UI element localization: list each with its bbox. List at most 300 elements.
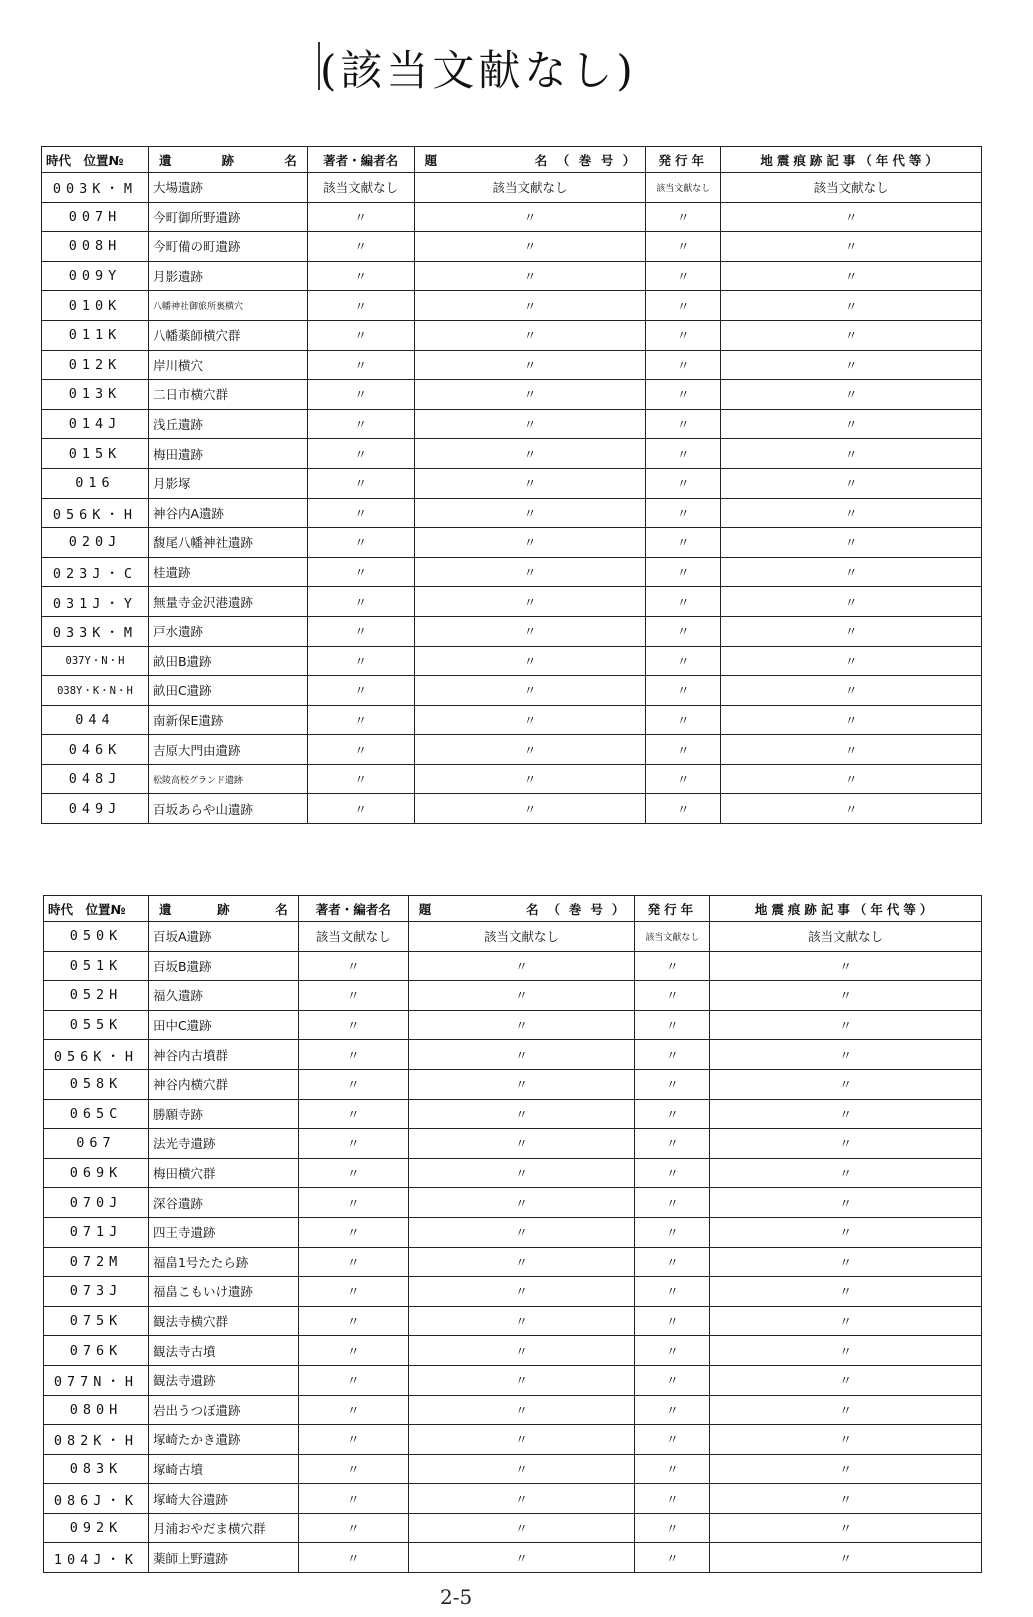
table-row <box>44 981 982 1011</box>
note-ditto-cell: 〃 <box>710 1217 982 1247</box>
year-ditto-cell: 〃 <box>635 1010 710 1040</box>
note-ditto-cell: 〃 <box>710 1484 982 1514</box>
title-ditto-cell: 〃 <box>408 1513 635 1543</box>
author-ditto-cell: 〃 <box>298 1217 408 1247</box>
author-ditto-cell: 〃 <box>307 291 414 321</box>
site-name-cell: 八幡神社御旅所裏横穴 <box>148 291 307 321</box>
site-code-cell: 016 <box>42 468 149 498</box>
site-name-cell: 南新保E遺跡 <box>148 705 307 735</box>
site-code-cell: 055K <box>44 1010 149 1040</box>
author-ditto-cell: 〃 <box>298 1129 408 1159</box>
site-name-cell: 観法寺横穴群 <box>148 1306 298 1336</box>
note-ditto-cell: 〃 <box>721 291 982 321</box>
author-ditto-cell: 〃 <box>307 350 414 380</box>
table-row <box>44 1543 982 1573</box>
table-row <box>42 291 982 321</box>
site-name-cell: 岸川横穴 <box>148 350 307 380</box>
site-name-cell: 薬師上野遺跡 <box>148 1543 298 1573</box>
site-code-cell: 104J・K <box>44 1543 149 1573</box>
site-code-cell: 050K <box>44 922 149 952</box>
page-number: 2-5 <box>440 1585 473 1609</box>
site-name-cell: 福畠こもいけ遺跡 <box>148 1277 298 1307</box>
site-name-cell: 無量寺金沢港遺跡 <box>148 587 307 617</box>
author-ditto-cell: 〃 <box>307 261 414 291</box>
site-name-cell: 今町御所野遺跡 <box>148 202 307 232</box>
author-ditto-cell: 〃 <box>298 1188 408 1218</box>
author-ditto-cell: 〃 <box>307 557 414 587</box>
site-name-cell: 観法寺遺跡 <box>148 1365 298 1395</box>
year-ditto-cell: 〃 <box>646 320 721 350</box>
author-cell: 該当文献なし <box>307 173 414 203</box>
author-cell: 該当文献なし <box>298 922 408 952</box>
site-code-cell: 067 <box>44 1129 149 1159</box>
site-name-cell: 大場遺跡 <box>148 173 307 203</box>
author-ditto-cell: 〃 <box>298 1158 408 1188</box>
table-row <box>44 1099 982 1129</box>
site-name-cell: 畝田C遺跡 <box>148 676 307 706</box>
header-author: 著者・編者名 <box>307 147 414 173</box>
author-ditto-cell: 〃 <box>298 1010 408 1040</box>
table-row <box>42 202 982 232</box>
note-cell: 該当文献なし <box>710 922 982 952</box>
table-row <box>44 1040 982 1070</box>
table-row <box>42 764 982 794</box>
table-row <box>42 676 982 706</box>
note-ditto-cell: 〃 <box>710 1543 982 1573</box>
author-ditto-cell: 〃 <box>307 320 414 350</box>
note-ditto-cell: 〃 <box>721 498 982 528</box>
site-code-cell: 007H <box>42 202 149 232</box>
author-ditto-cell: 〃 <box>298 1484 408 1514</box>
site-code-cell: 058K <box>44 1069 149 1099</box>
year-ditto-cell: 〃 <box>646 764 721 794</box>
year-ditto-cell: 〃 <box>646 468 721 498</box>
site-code-cell: 049J <box>42 794 149 824</box>
author-ditto-cell: 〃 <box>307 468 414 498</box>
title-cell: 該当文献なし <box>408 922 635 952</box>
table-row <box>44 1454 982 1484</box>
author-ditto-cell: 〃 <box>298 1069 408 1099</box>
site-name-cell: 四王寺遺跡 <box>148 1217 298 1247</box>
site-code-cell: 070J <box>44 1188 149 1218</box>
site-name-cell: 浅丘遺跡 <box>148 409 307 439</box>
title-ditto-cell: 〃 <box>414 232 646 262</box>
year-ditto-cell: 〃 <box>646 735 721 765</box>
title-ditto-cell: 〃 <box>414 705 646 735</box>
author-ditto-cell: 〃 <box>307 439 414 469</box>
year-ditto-cell: 〃 <box>635 1069 710 1099</box>
site-name-cell: 深谷遺跡 <box>148 1188 298 1218</box>
header-site: 遺 跡 名 <box>148 896 298 922</box>
year-ditto-cell: 〃 <box>635 1484 710 1514</box>
site-code-cell: 077N・H <box>44 1365 149 1395</box>
header-title: 題 名（巻号） <box>414 147 646 173</box>
year-ditto-cell: 〃 <box>646 528 721 558</box>
site-code-cell: 033K・M <box>42 616 149 646</box>
year-ditto-cell: 〃 <box>635 951 710 981</box>
year-ditto-cell: 〃 <box>635 1277 710 1307</box>
site-name-cell: 二日市横穴群 <box>148 380 307 410</box>
author-ditto-cell: 〃 <box>298 1040 408 1070</box>
note-cell: 該当文献なし <box>721 173 982 203</box>
site-name-cell: 福畠1号たたら跡 <box>148 1247 298 1277</box>
site-name-cell: 戸水遺跡 <box>148 616 307 646</box>
table-row <box>44 1010 982 1040</box>
table-row <box>42 498 982 528</box>
note-ditto-cell: 〃 <box>721 557 982 587</box>
site-code-cell: 083K <box>44 1454 149 1484</box>
note-ditto-cell: 〃 <box>721 350 982 380</box>
author-ditto-cell: 〃 <box>298 1454 408 1484</box>
title-ditto-cell: 〃 <box>408 1425 635 1455</box>
site-code-cell: 056K・H <box>44 1040 149 1070</box>
title-ditto-cell: 〃 <box>408 1277 635 1307</box>
title-ditto-cell: 〃 <box>414 291 646 321</box>
year-ditto-cell: 〃 <box>646 409 721 439</box>
site-code-cell: 011K <box>42 320 149 350</box>
site-code-cell: 010K <box>42 291 149 321</box>
author-ditto-cell: 〃 <box>307 705 414 735</box>
title-ditto-cell: 〃 <box>414 764 646 794</box>
table-row <box>42 794 982 824</box>
site-name-cell: 月影遺跡 <box>148 261 307 291</box>
year-ditto-cell: 〃 <box>646 676 721 706</box>
table-row <box>42 232 982 262</box>
note-ditto-cell: 〃 <box>721 705 982 735</box>
year-ditto-cell: 〃 <box>646 350 721 380</box>
site-name-cell: 梅田遺跡 <box>148 439 307 469</box>
table-row <box>42 409 982 439</box>
author-ditto-cell: 〃 <box>298 1425 408 1455</box>
title-ditto-cell: 〃 <box>414 498 646 528</box>
note-ditto-cell: 〃 <box>721 439 982 469</box>
table-row <box>44 1513 982 1543</box>
table-row <box>44 1395 982 1425</box>
author-ditto-cell: 〃 <box>298 1247 408 1277</box>
site-code-cell: 003K・M <box>42 173 149 203</box>
site-register-table-2 <box>43 895 982 1573</box>
note-ditto-cell: 〃 <box>721 380 982 410</box>
author-ditto-cell: 〃 <box>307 587 414 617</box>
site-name-cell: 神谷内A遺跡 <box>148 498 307 528</box>
year-ditto-cell: 〃 <box>635 1158 710 1188</box>
site-name-cell: 岩出うつぼ遺跡 <box>148 1395 298 1425</box>
title-ditto-cell: 〃 <box>408 951 635 981</box>
title-ditto-cell: 〃 <box>414 735 646 765</box>
site-code-cell: 008H <box>42 232 149 262</box>
note-ditto-cell: 〃 <box>710 1365 982 1395</box>
note-ditto-cell: 〃 <box>721 794 982 824</box>
author-ditto-cell: 〃 <box>298 1543 408 1573</box>
year-ditto-cell: 〃 <box>635 1306 710 1336</box>
title-ditto-cell: 〃 <box>408 1010 635 1040</box>
site-name-cell: 塚崎大谷遺跡 <box>148 1484 298 1514</box>
author-ditto-cell: 〃 <box>298 981 408 1011</box>
site-code-cell: 075K <box>44 1306 149 1336</box>
table-row <box>44 1129 982 1159</box>
author-ditto-cell: 〃 <box>307 616 414 646</box>
table-row <box>44 1365 982 1395</box>
title-ditto-cell: 〃 <box>408 1129 635 1159</box>
note-ditto-cell: 〃 <box>710 1099 982 1129</box>
author-ditto-cell: 〃 <box>298 1395 408 1425</box>
site-code-cell: 082K・H <box>44 1425 149 1455</box>
title-ditto-cell: 〃 <box>414 528 646 558</box>
year-ditto-cell: 〃 <box>646 261 721 291</box>
site-code-cell: 092K <box>44 1513 149 1543</box>
author-ditto-cell: 〃 <box>307 498 414 528</box>
site-name-cell: 八幡薬師横穴群 <box>148 320 307 350</box>
table-body <box>42 173 982 824</box>
table-row <box>44 1277 982 1307</box>
year-ditto-cell: 〃 <box>635 1129 710 1159</box>
note-ditto-cell: 〃 <box>710 1395 982 1425</box>
site-code-cell: 052H <box>44 981 149 1011</box>
title-ditto-cell: 〃 <box>408 1454 635 1484</box>
year-ditto-cell: 〃 <box>646 794 721 824</box>
note-ditto-cell: 〃 <box>721 616 982 646</box>
site-code-cell: 023J・C <box>42 557 149 587</box>
title-ditto-cell: 〃 <box>414 409 646 439</box>
year-ditto-cell: 〃 <box>635 1336 710 1366</box>
title-ditto-cell: 〃 <box>408 1365 635 1395</box>
table-row <box>44 951 982 981</box>
title-ditto-cell: 〃 <box>408 981 635 1011</box>
site-name-cell: 法光寺遺跡 <box>148 1129 298 1159</box>
site-name-cell: 桂遺跡 <box>148 557 307 587</box>
table-row <box>44 922 982 952</box>
header-year: 発行年 <box>635 896 710 922</box>
title-ditto-cell: 〃 <box>414 380 646 410</box>
title-ditto-cell: 〃 <box>408 1158 635 1188</box>
note-ditto-cell: 〃 <box>721 320 982 350</box>
title-ditto-cell: 〃 <box>414 616 646 646</box>
title-ditto-cell: 〃 <box>414 794 646 824</box>
site-name-cell: 観法寺古墳 <box>148 1336 298 1366</box>
site-name-cell: 馥尾八幡神社遺跡 <box>148 528 307 558</box>
site-code-cell: 071J <box>44 1217 149 1247</box>
table-row <box>44 1336 982 1366</box>
author-ditto-cell: 〃 <box>298 951 408 981</box>
note-ditto-cell: 〃 <box>710 1247 982 1277</box>
site-code-cell: 038Y・K・N・H <box>42 676 149 706</box>
title-ditto-cell: 〃 <box>414 202 646 232</box>
year-ditto-cell: 〃 <box>635 1543 710 1573</box>
table-header-row <box>44 896 982 922</box>
site-code-cell: 073J <box>44 1277 149 1307</box>
year-ditto-cell: 〃 <box>635 1247 710 1277</box>
table-row <box>44 1188 982 1218</box>
note-ditto-cell: 〃 <box>710 1040 982 1070</box>
site-name-cell: 今町備の町遺跡 <box>148 232 307 262</box>
table-row <box>44 1306 982 1336</box>
title-ditto-cell: 〃 <box>408 1543 635 1573</box>
year-ditto-cell: 〃 <box>635 1425 710 1455</box>
table-row <box>44 1217 982 1247</box>
table-row <box>42 557 982 587</box>
site-code-cell: 069K <box>44 1158 149 1188</box>
note-ditto-cell: 〃 <box>710 1425 982 1455</box>
table-row <box>44 1247 982 1277</box>
title-ditto-cell: 〃 <box>414 468 646 498</box>
title-ditto-cell: 〃 <box>408 1188 635 1218</box>
note-ditto-cell: 〃 <box>721 202 982 232</box>
note-ditto-cell: 〃 <box>710 1336 982 1366</box>
title-ditto-cell: 〃 <box>408 1484 635 1514</box>
site-register-table-1 <box>41 146 982 824</box>
site-code-cell: 051K <box>44 951 149 981</box>
site-name-cell: 月浦おやだま横穴群 <box>148 1513 298 1543</box>
year-ditto-cell: 〃 <box>646 439 721 469</box>
note-ditto-cell: 〃 <box>721 232 982 262</box>
header-year: 発行年 <box>646 147 721 173</box>
title-ditto-cell: 〃 <box>414 676 646 706</box>
table-header-row <box>42 147 982 173</box>
author-ditto-cell: 〃 <box>307 764 414 794</box>
note-ditto-cell: 〃 <box>710 951 982 981</box>
title-ditto-cell: 〃 <box>408 1040 635 1070</box>
author-ditto-cell: 〃 <box>307 735 414 765</box>
site-name-cell: 松陵高校グランド遺跡 <box>148 764 307 794</box>
title-ditto-cell: 〃 <box>414 350 646 380</box>
site-code-cell: 065C <box>44 1099 149 1129</box>
title-ditto-cell: 〃 <box>408 1217 635 1247</box>
header-site: 遺 跡 名 <box>148 147 307 173</box>
table-row <box>42 261 982 291</box>
site-code-cell: 037Y・N・H <box>42 646 149 676</box>
title-cell: 該当文献なし <box>414 173 646 203</box>
note-ditto-cell: 〃 <box>710 981 982 1011</box>
site-name-cell: 田中C遺跡 <box>148 1010 298 1040</box>
author-ditto-cell: 〃 <box>298 1513 408 1543</box>
site-name-cell: 塚崎古墳 <box>148 1454 298 1484</box>
site-name-cell: 吉原大門由遺跡 <box>148 735 307 765</box>
author-ditto-cell: 〃 <box>298 1099 408 1129</box>
note-ditto-cell: 〃 <box>710 1306 982 1336</box>
year-ditto-cell: 〃 <box>635 1188 710 1218</box>
note-ditto-cell: 〃 <box>721 587 982 617</box>
site-code-cell: 076K <box>44 1336 149 1366</box>
note-ditto-cell: 〃 <box>721 735 982 765</box>
table-row <box>42 616 982 646</box>
note-ditto-cell: 〃 <box>710 1158 982 1188</box>
table-row <box>44 1069 982 1099</box>
note-ditto-cell: 〃 <box>710 1129 982 1159</box>
table-body <box>44 922 982 1573</box>
year-cell: 該当文献なし <box>635 922 710 952</box>
note-ditto-cell: 〃 <box>721 409 982 439</box>
header-period: 時代 位置№ <box>44 896 149 922</box>
site-name-cell: 月影塚 <box>148 468 307 498</box>
site-code-cell: 014J <box>42 409 149 439</box>
site-name-cell: 百坂B遺跡 <box>148 951 298 981</box>
site-code-cell: 072M <box>44 1247 149 1277</box>
table-row <box>42 528 982 558</box>
site-code-cell: 086J・K <box>44 1484 149 1514</box>
header-note: 地震痕跡記事（年代等） <box>710 896 982 922</box>
year-ditto-cell: 〃 <box>635 1040 710 1070</box>
year-ditto-cell: 〃 <box>635 981 710 1011</box>
table-row <box>42 587 982 617</box>
author-ditto-cell: 〃 <box>307 676 414 706</box>
author-ditto-cell: 〃 <box>298 1306 408 1336</box>
site-code-cell: 015K <box>42 439 149 469</box>
title-ditto-cell: 〃 <box>408 1247 635 1277</box>
site-code-cell: 080H <box>44 1395 149 1425</box>
site-code-cell: 044 <box>42 705 149 735</box>
author-ditto-cell: 〃 <box>307 646 414 676</box>
site-code-cell: 056K・H <box>42 498 149 528</box>
title-ditto-cell: 〃 <box>414 320 646 350</box>
table-row <box>42 320 982 350</box>
title-ditto-cell: 〃 <box>414 646 646 676</box>
note-ditto-cell: 〃 <box>721 676 982 706</box>
year-ditto-cell: 〃 <box>635 1099 710 1129</box>
table-row <box>42 705 982 735</box>
year-ditto-cell: 〃 <box>646 291 721 321</box>
title-ditto-cell: 〃 <box>414 587 646 617</box>
year-ditto-cell: 〃 <box>646 587 721 617</box>
table-row <box>44 1158 982 1188</box>
site-name-cell: 百坂あらや山遺跡 <box>148 794 307 824</box>
table-row <box>42 646 982 676</box>
note-ditto-cell: 〃 <box>710 1069 982 1099</box>
note-ditto-cell: 〃 <box>721 764 982 794</box>
year-ditto-cell: 〃 <box>646 646 721 676</box>
note-ditto-cell: 〃 <box>721 261 982 291</box>
title-ditto-cell: 〃 <box>414 557 646 587</box>
site-code-cell: 013K <box>42 380 149 410</box>
year-ditto-cell: 〃 <box>635 1365 710 1395</box>
site-name-cell: 福久遺跡 <box>148 981 298 1011</box>
title-ditto-cell: 〃 <box>414 261 646 291</box>
year-ditto-cell: 〃 <box>635 1513 710 1543</box>
year-ditto-cell: 〃 <box>646 557 721 587</box>
year-ditto-cell: 〃 <box>646 380 721 410</box>
author-ditto-cell: 〃 <box>307 202 414 232</box>
site-name-cell: 神谷内古墳群 <box>148 1040 298 1070</box>
site-code-cell: 048J <box>42 764 149 794</box>
site-name-cell: 梅田横穴群 <box>148 1158 298 1188</box>
table-row <box>44 1484 982 1514</box>
table-row <box>44 1425 982 1455</box>
header-title: 題 名（巻号） <box>408 896 635 922</box>
page-title: (該当文献なし) <box>320 46 637 95</box>
note-ditto-cell: 〃 <box>710 1010 982 1040</box>
author-ditto-cell: 〃 <box>307 409 414 439</box>
year-ditto-cell: 〃 <box>646 616 721 646</box>
title-ditto-cell: 〃 <box>408 1099 635 1129</box>
site-name-cell: 神谷内横穴群 <box>148 1069 298 1099</box>
table-row <box>42 350 982 380</box>
title-ditto-cell: 〃 <box>408 1306 635 1336</box>
site-code-cell: 020J <box>42 528 149 558</box>
note-ditto-cell: 〃 <box>710 1513 982 1543</box>
note-ditto-cell: 〃 <box>710 1188 982 1218</box>
year-ditto-cell: 〃 <box>635 1395 710 1425</box>
author-ditto-cell: 〃 <box>307 528 414 558</box>
site-code-cell: 046K <box>42 735 149 765</box>
title-ditto-cell: 〃 <box>408 1336 635 1366</box>
year-ditto-cell: 〃 <box>646 202 721 232</box>
year-ditto-cell: 〃 <box>635 1454 710 1484</box>
table-row <box>42 439 982 469</box>
author-ditto-cell: 〃 <box>307 380 414 410</box>
site-code-cell: 012K <box>42 350 149 380</box>
header-note: 地震痕跡記事（年代等） <box>721 147 982 173</box>
header-period: 時代 位置№ <box>42 147 149 173</box>
year-ditto-cell: 〃 <box>646 705 721 735</box>
